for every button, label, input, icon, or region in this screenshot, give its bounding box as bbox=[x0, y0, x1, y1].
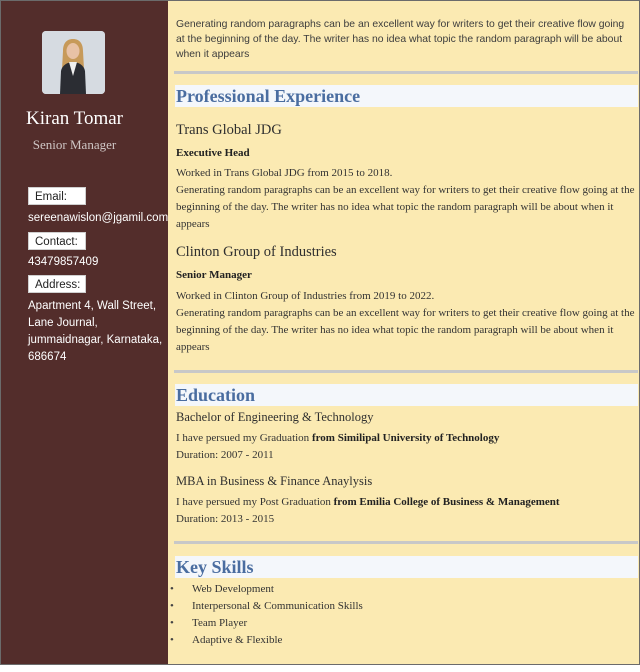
education-heading: Education bbox=[175, 384, 638, 406]
address-label: Address: bbox=[28, 275, 86, 293]
section-divider bbox=[174, 370, 638, 373]
experience-description bbox=[176, 165, 636, 233]
education-institution bbox=[176, 432, 499, 444]
profile-role: Senior Manager bbox=[32, 137, 117, 152]
skills-heading: Key Skills bbox=[175, 556, 638, 578]
education-school: from Emilia College of Business & Management bbox=[333, 496, 560, 508]
experience-company: Clinton Group of Industries bbox=[176, 244, 337, 260]
education-line-prefix: I have persued my Post Graduation bbox=[176, 496, 334, 508]
skills-list bbox=[168, 581, 363, 649]
address-line: Apartment 4, Wall Street, bbox=[28, 300, 157, 312]
main-content bbox=[168, 1, 639, 664]
education-institution bbox=[176, 496, 560, 508]
skill-item: • Web Development bbox=[168, 581, 363, 598]
address-line: Lane Journal, bbox=[28, 317, 98, 329]
section-divider bbox=[174, 541, 638, 544]
experience-period: Worked in Trans Global JDG from 2015 to 2018. bbox=[176, 167, 393, 179]
education-degree: Bachelor of Engineering & Technology bbox=[176, 410, 374, 424]
experience-period: Worked in Clinton Group of Industries from 2019 to 2022. bbox=[176, 290, 435, 302]
sidebar bbox=[1, 1, 168, 664]
experience-heading: Professional Experience bbox=[175, 85, 638, 107]
email-label: Email: bbox=[28, 187, 86, 205]
experience-desc: Generating random paragraphs can be an excellent way for writers to get their creative flow going at the beginning of the day. The writer has no idea what topic the random paragraph will be about when it appears bbox=[176, 184, 635, 230]
skill-item: • Team Player bbox=[168, 615, 363, 632]
experience-description bbox=[176, 288, 636, 356]
experience-position: Executive Head bbox=[176, 147, 250, 159]
profile-name: Kiran Tomar bbox=[26, 108, 123, 129]
intro-paragraph: Generating random paragraphs can be an excellent way for writers to get their creative flow going at the beginning of the day. The writer has no idea what topic the random paragraph will be about when it appears bbox=[176, 19, 625, 60]
address-line: 686674 bbox=[28, 351, 67, 363]
education-school: from Similipal University of Technology bbox=[311, 432, 500, 444]
education-degree: MBA in Business & Finance Anaylysis bbox=[176, 474, 373, 488]
experience-desc: Generating random paragraphs can be an excellent way for writers to get their creative flow going at the beginning of the day. The writer has no idea what topic the random paragraph will be about when it appears bbox=[176, 307, 635, 353]
address-value bbox=[28, 298, 162, 366]
experience-company: Trans Global JDG bbox=[176, 122, 282, 138]
skill-item: • Adaptive & Flexible bbox=[168, 632, 363, 649]
education-line-prefix: I have persued my Graduation bbox=[176, 432, 312, 444]
contact-value: 43479857409 bbox=[28, 256, 99, 268]
profile-photo bbox=[42, 31, 105, 94]
person-photo-icon bbox=[42, 31, 105, 94]
education-duration: Duration: 2007 - 2011 bbox=[176, 449, 274, 461]
email-value: sereenawislon@jgamil.com bbox=[28, 212, 169, 224]
contact-label: Contact: bbox=[28, 232, 86, 250]
section-divider bbox=[174, 71, 638, 74]
education-duration: Duration: 2013 - 2015 bbox=[176, 513, 275, 525]
experience-position: Senior Manager bbox=[176, 269, 252, 281]
address-line: jummaidnagar, Karnataka, bbox=[28, 334, 163, 346]
skill-item: • Interpersonal & Communication Skills bbox=[168, 598, 363, 615]
